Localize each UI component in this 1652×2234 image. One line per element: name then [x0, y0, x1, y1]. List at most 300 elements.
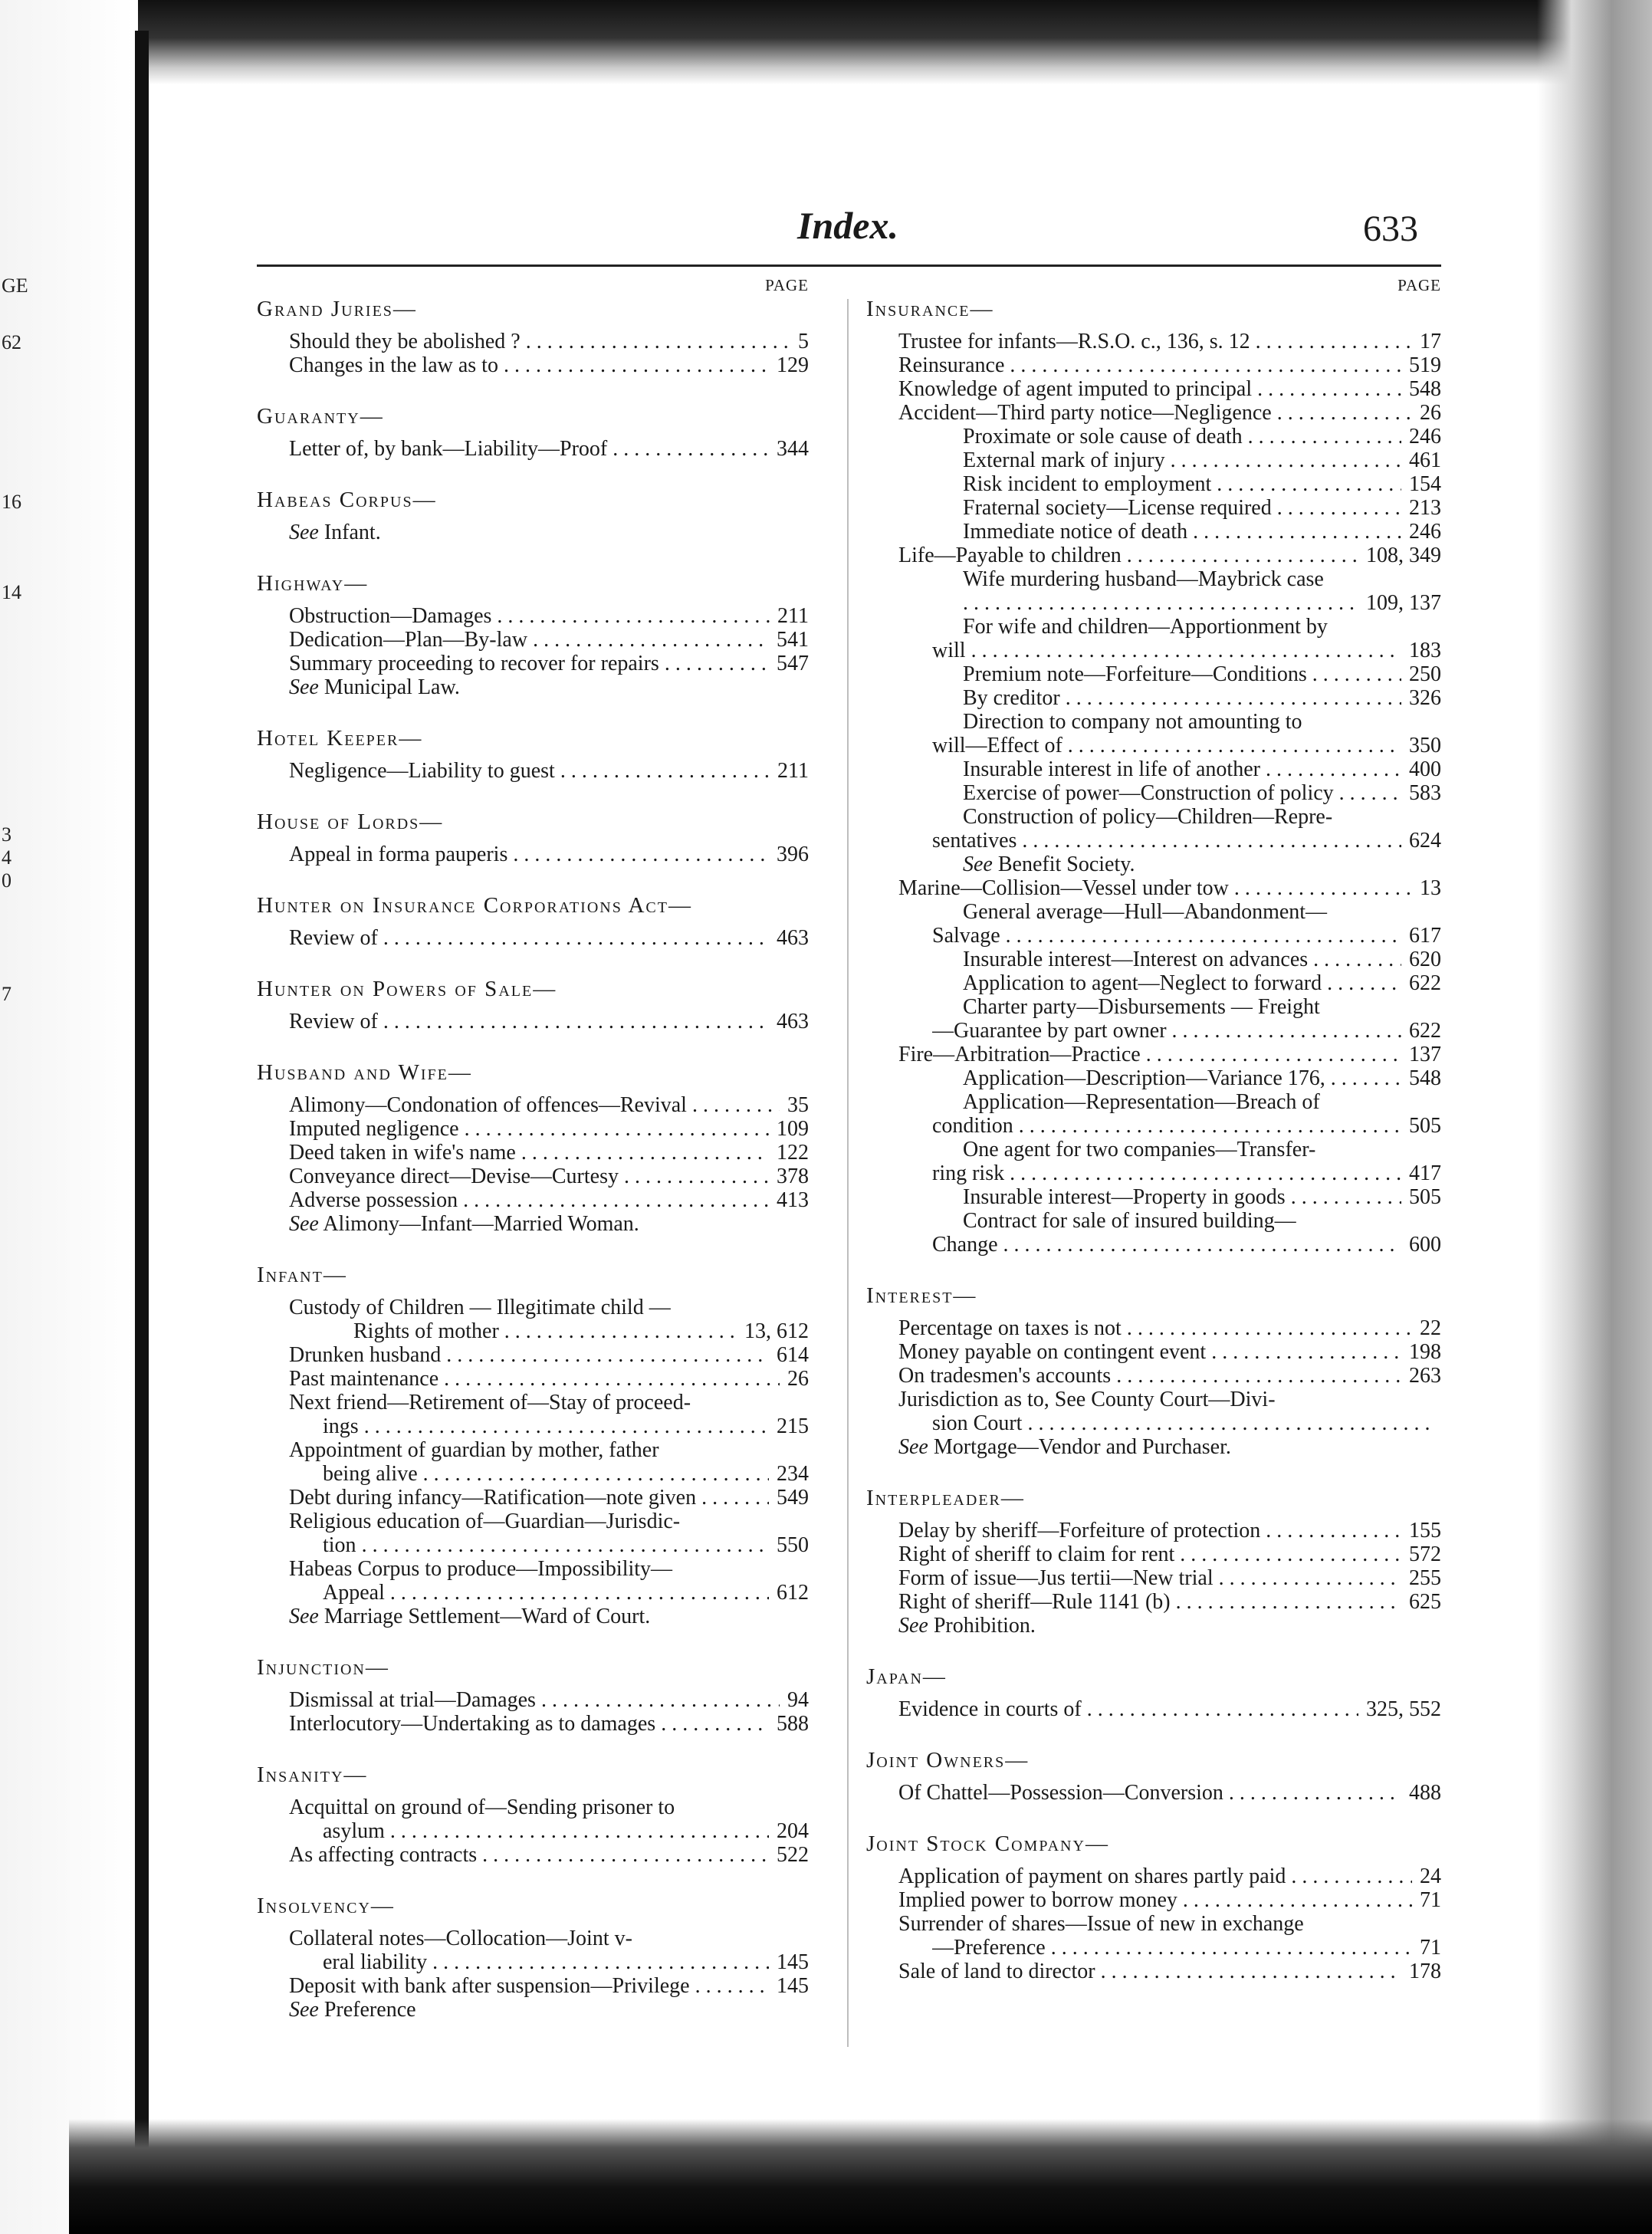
entry-page: 620	[1409, 948, 1441, 971]
entry-page: 572	[1409, 1542, 1441, 1566]
entry-text: Salvage . . .	[932, 924, 1401, 948]
entry-text: Rights of mother . . .	[353, 1319, 737, 1343]
index-heading: Hotel Keeper—	[257, 726, 423, 751]
index-entry	[866, 353, 1441, 377]
index-entry	[257, 1950, 809, 1974]
entry-page: 505	[1409, 1114, 1441, 1138]
section-gap	[257, 950, 809, 974]
entry-page: 211	[777, 759, 809, 783]
entry-page: 137	[1409, 1043, 1441, 1066]
scan-bottom-edge	[69, 2119, 1652, 2234]
entry-page: 71	[1420, 1936, 1441, 1960]
see-reference	[257, 1998, 809, 2022]
index-entry	[866, 662, 1441, 686]
see-word: See	[289, 1605, 319, 1628]
entry-text: tion . . .	[323, 1533, 769, 1557]
entry-text: Form of issue—Jus tertii—New trial . . .	[898, 1566, 1401, 1590]
scan-right-edge	[1537, 0, 1652, 2234]
section-gap	[257, 699, 809, 724]
index-entry	[866, 377, 1441, 401]
entry-page: 122	[777, 1141, 809, 1165]
column-divider	[847, 299, 849, 2047]
entry-text: Of Chattel—Possession—Conversion . . .	[898, 1781, 1401, 1805]
index-entry	[866, 448, 1441, 472]
index-entry	[257, 1141, 809, 1165]
index-entry	[257, 1367, 809, 1391]
index-entry	[257, 1188, 809, 1212]
section-gap	[257, 1736, 809, 1760]
entry-page: 505	[1409, 1185, 1441, 1209]
entry-text: Should they be abolished ? . . .	[289, 330, 790, 353]
index-entry	[866, 496, 1441, 520]
entry-text: Appeal in forma pauperis . . .	[289, 843, 769, 866]
entry-page: 26	[1420, 401, 1441, 425]
see-word: See	[963, 853, 993, 876]
entry-text: Letter of, by bank—Liability—Proof . . .	[289, 437, 769, 461]
index-entry	[257, 628, 809, 652]
entry-page: 461	[1409, 448, 1441, 472]
see-target: Alimony—Infant—Married Woman.	[323, 1212, 639, 1236]
entry-text: Review of . . .	[289, 926, 769, 950]
index-entry	[866, 1519, 1441, 1542]
entry-page: 396	[777, 843, 809, 866]
index-entry	[866, 1542, 1441, 1566]
see-word: See	[289, 1998, 319, 2022]
index-entry	[257, 926, 809, 950]
index-entry	[866, 1566, 1441, 1590]
index-entry	[257, 1117, 809, 1141]
index-entry	[257, 1843, 809, 1867]
entry-text: Changes in the law as to . . .	[289, 353, 769, 377]
entry-text: Sale of land to director . . .	[898, 1960, 1401, 1983]
index-entry-line: Wife murdering husband—Maybrick case	[963, 567, 1324, 591]
entry-page: 145	[777, 1974, 809, 1998]
running-head: Index.	[797, 204, 898, 247]
index-heading: Hunter on Powers of Sale—	[257, 977, 557, 1001]
entry-page: 549	[777, 1486, 809, 1510]
entry-page: 26	[787, 1367, 809, 1391]
entry-text: Debt during infancy—Ratification—note given . . .	[289, 1486, 769, 1510]
entry-page: 344	[777, 437, 809, 461]
entry-page: 250	[1409, 662, 1441, 686]
entry-page: 600	[1409, 1233, 1441, 1257]
entry-text: Risk incident to employment . . .	[963, 472, 1401, 496]
entry-page: 548	[1409, 1066, 1441, 1090]
entry-text: Conveyance direct—Devise—Curtesy . . .	[289, 1165, 769, 1188]
index-entry-line: Direction to company not amounting to	[963, 710, 1302, 734]
index-entry	[257, 1712, 809, 1736]
entry-page: 109	[777, 1117, 809, 1141]
index-heading: Hunter on Insurance Corporations Act—	[257, 893, 692, 918]
index-entry	[866, 401, 1441, 425]
index-entry	[257, 652, 809, 675]
index-entry	[866, 1864, 1441, 1888]
entry-page: 13, 612	[744, 1319, 809, 1343]
section-gap	[257, 461, 809, 485]
entry-page: 213	[1409, 496, 1441, 520]
entry-page: 211	[777, 604, 809, 628]
index-entry	[866, 1066, 1441, 1090]
entry-page: 325, 552	[1366, 1697, 1441, 1721]
index-entry-line: General average—Hull—Abandonment—	[963, 900, 1328, 924]
entry-text: Percentage on taxes is not . . .	[898, 1316, 1412, 1340]
entry-page: 22	[1420, 1316, 1441, 1340]
index-entry-line: Surrender of shares—Issue of new in exchange	[898, 1912, 1304, 1936]
entry-page: 417	[1409, 1161, 1441, 1185]
index-entry-line: Religious education of—Guardian—Jurisdic-	[289, 1510, 681, 1533]
index-entry-line: Custody of Children — Illegitimate child —	[289, 1296, 671, 1319]
entry-page: 108, 349	[1366, 544, 1441, 567]
entry-text: Interlocutory—Undertaking as to damages . . .	[289, 1712, 769, 1736]
entry-page: 622	[1409, 971, 1441, 995]
entry-page: 263	[1409, 1364, 1441, 1388]
see-reference	[866, 853, 1441, 876]
entry-text: Insurable interest in life of another . . .	[963, 757, 1401, 781]
scan-gutter-shadow	[135, 31, 149, 2234]
section-gap	[257, 1236, 809, 1260]
index-heading: Husband and Wife—	[257, 1060, 472, 1085]
entry-page: 145	[777, 1950, 809, 1974]
index-heading: Insanity—	[257, 1763, 368, 1787]
entry-text: Deposit with bank after suspension—Privilege . . .	[289, 1974, 769, 1998]
entry-text: Knowledge of agent imputed to principal . . .	[898, 377, 1401, 401]
index-entry	[866, 591, 1441, 615]
entry-page: 204	[777, 1819, 809, 1843]
entry-text: Insurable interest—Property in goods . . .	[963, 1185, 1401, 1209]
entry-text: Application to agent—Neglect to forward . . .	[963, 971, 1401, 995]
entry-page: 583	[1409, 781, 1441, 805]
entry-text: Immediate notice of death . . .	[963, 520, 1401, 544]
index-entry	[257, 1319, 809, 1343]
entry-page: 522	[777, 1843, 809, 1867]
index-heading: Japan—	[866, 1664, 947, 1689]
see-target: Preference	[324, 1998, 416, 2022]
index-entry	[866, 1590, 1441, 1614]
entry-page: 519	[1409, 353, 1441, 377]
entry-text: Review of . . .	[289, 1010, 769, 1033]
see-target: Infant.	[324, 521, 381, 544]
see-reference	[257, 1212, 809, 1236]
entry-text: Obstruction—Damages . . .	[289, 604, 770, 628]
section-gap	[257, 1867, 809, 1891]
page-column-label: PAGE	[765, 276, 809, 294]
entry-page: 550	[777, 1533, 809, 1557]
index-heading: Joint Stock Company—	[866, 1832, 1109, 1856]
see-reference	[866, 1435, 1441, 1459]
see-target: Mortgage—Vendor and Purchaser.	[933, 1435, 1231, 1459]
entry-text: sentatives . . .	[932, 829, 1401, 853]
entry-text: Marine—Collision—Vessel under tow . . .	[898, 876, 1412, 900]
entry-text: Delay by sheriff—Forfeiture of protection . . .	[898, 1519, 1401, 1542]
entry-text: Life—Payable to children . . .	[898, 544, 1358, 567]
index-entry	[866, 757, 1441, 781]
entry-page: 246	[1409, 425, 1441, 448]
entry-page: 548	[1409, 377, 1441, 401]
header-rule	[257, 264, 1441, 267]
scan-top-edge	[138, 0, 1652, 84]
section-gap	[257, 783, 809, 807]
entry-text: Appeal . . .	[323, 1581, 769, 1605]
entry-page: 255	[1409, 1566, 1441, 1590]
index-heading: Insolvency—	[257, 1894, 395, 1918]
see-reference	[866, 1614, 1441, 1638]
margin-fragment: GE	[2, 274, 28, 297]
index-entry	[257, 1343, 809, 1367]
margin-fragment: 62	[2, 331, 21, 353]
section-gap	[866, 1721, 1441, 1746]
index-entry	[866, 1697, 1441, 1721]
entry-page: 183	[1409, 639, 1441, 662]
entry-text: will . . .	[932, 639, 1401, 662]
entry-page: 614	[777, 1343, 809, 1367]
right-column	[866, 276, 1441, 1983]
index-entry	[866, 1936, 1441, 1960]
entry-text: Imputed negligence . . .	[289, 1117, 769, 1141]
entry-page: 547	[777, 652, 809, 675]
entry-page: 5	[798, 330, 809, 353]
margin-fragments	[0, 0, 31, 2234]
index-entry	[866, 1781, 1441, 1805]
index-entry-line: Acquittal on ground of—Sending prisoner to	[289, 1795, 675, 1819]
index-entry	[257, 604, 809, 628]
index-entry	[257, 1414, 809, 1438]
entry-page: 13	[1420, 876, 1441, 900]
index-entry	[257, 353, 809, 377]
left-column	[257, 276, 809, 2022]
see-word: See	[898, 1614, 928, 1638]
index-entry	[866, 1161, 1441, 1185]
entry-page: 624	[1409, 829, 1441, 853]
index-entry-line: Construction of policy—Children—Repre-	[963, 805, 1333, 829]
index-entry	[866, 1411, 1441, 1435]
index-entry	[866, 330, 1441, 353]
entry-page: 35	[787, 1093, 809, 1117]
index-entry	[257, 843, 809, 866]
section-gap	[257, 544, 809, 569]
margin-fragment: 4	[2, 846, 11, 869]
entry-page: 17	[1420, 330, 1441, 353]
entry-text: Accident—Third party notice—Negligence . . .	[898, 401, 1412, 425]
entry-text	[963, 591, 1358, 615]
index-entry	[257, 1486, 809, 1510]
index-heading: House of Lords—	[257, 810, 444, 834]
see-word: See	[898, 1435, 928, 1459]
entry-text: Dismissal at trial—Damages . . .	[289, 1688, 780, 1712]
index-entry	[257, 330, 809, 353]
index-entry	[866, 472, 1441, 496]
see-reference	[257, 521, 809, 544]
index-entry-line: Next friend—Retirement of—Stay of proceed-	[289, 1391, 691, 1414]
entry-text: —Preference . . .	[932, 1936, 1412, 1960]
entry-text: condition . . .	[932, 1114, 1401, 1138]
see-target: Marriage Settlement—Ward of Court.	[324, 1605, 651, 1628]
index-heading: Habeas Corpus—	[257, 488, 437, 512]
margin-fragment: 7	[2, 983, 11, 1005]
entry-text: Past maintenance . . .	[289, 1367, 780, 1391]
index-entry	[866, 425, 1441, 448]
entry-text: will—Effect of . . .	[932, 734, 1401, 757]
entry-page: 413	[777, 1188, 809, 1212]
entry-page: 109, 137	[1366, 591, 1441, 615]
see-word: See	[289, 521, 319, 544]
index-entry	[257, 1688, 809, 1712]
entry-page: 154	[1409, 472, 1441, 496]
index-entry	[866, 1114, 1441, 1138]
entry-text: Right of sheriff—Rule 1141 (b) . . .	[898, 1590, 1401, 1614]
index-heading: Infant—	[257, 1263, 347, 1287]
index-entry-line: Appointment of guardian by mother, father	[289, 1438, 659, 1462]
section-gap	[257, 866, 809, 891]
index-entry	[866, 1888, 1441, 1912]
entry-text: Application—Description—Variance 176, . . .	[963, 1066, 1401, 1090]
see-reference	[257, 675, 809, 699]
index-entry	[866, 829, 1441, 853]
see-target: Benefit Society.	[997, 853, 1135, 876]
entry-page: 622	[1409, 1019, 1441, 1043]
see-word: See	[289, 675, 319, 699]
index-entry	[257, 437, 809, 461]
entry-page: 612	[777, 1581, 809, 1605]
index-entry	[866, 686, 1441, 710]
page-header	[0, 203, 1652, 257]
entry-text: being alive . . .	[323, 1462, 769, 1486]
index-heading: Guaranty—	[257, 404, 384, 429]
see-reference	[257, 1605, 809, 1628]
entry-page: 178	[1409, 1960, 1441, 1983]
entry-page: 488	[1409, 1781, 1441, 1805]
see-target: Prohibition.	[933, 1614, 1036, 1638]
entry-text: Trustee for infants—R.S.O. c., 136, s. 12 . . .	[898, 330, 1412, 353]
index-entry	[257, 1533, 809, 1557]
page-column-label: PAGE	[1397, 276, 1441, 294]
index-entry-line: Application—Representation—Breach of	[963, 1090, 1320, 1114]
entry-page: 326	[1409, 686, 1441, 710]
margin-fragment: 3	[2, 823, 11, 846]
margin-fragment: 14	[2, 581, 21, 603]
index-entry	[866, 544, 1441, 567]
entry-page: 234	[777, 1462, 809, 1486]
entry-text: Evidence in courts of . . .	[898, 1697, 1358, 1721]
index-entry	[866, 948, 1441, 971]
entry-text: By creditor . . .	[963, 686, 1401, 710]
entry-text: Premium note—Forfeiture—Conditions . . .	[963, 662, 1401, 686]
entry-page: 625	[1409, 1590, 1441, 1614]
index-entry-line: For wife and children—Apportionment by	[963, 615, 1328, 639]
entry-page: 215	[777, 1414, 809, 1438]
index-entry	[866, 1960, 1441, 1983]
index-heading: Joint Owners—	[866, 1748, 1030, 1772]
index-entry	[866, 781, 1441, 805]
index-entry	[866, 971, 1441, 995]
section-gap	[866, 1638, 1441, 1662]
index-entry	[866, 924, 1441, 948]
entry-text: Application of payment on shares partly paid . . .	[898, 1864, 1412, 1888]
index-entry	[257, 1974, 809, 1998]
index-entry	[866, 876, 1441, 900]
index-entry	[866, 1043, 1441, 1066]
entry-page: 350	[1409, 734, 1441, 757]
entry-page: 378	[777, 1165, 809, 1188]
entry-text: Fraternal society—License required . . .	[963, 496, 1401, 520]
index-entry-line: Charter party—Disbursements — Freight	[963, 995, 1320, 1019]
section-gap	[257, 1033, 809, 1058]
see-target: Municipal Law.	[324, 675, 460, 699]
entry-text: Reinsurance . . .	[898, 353, 1401, 377]
entry-page: 71	[1420, 1888, 1441, 1912]
entry-text: Dedication—Plan—By-law . . .	[289, 628, 769, 652]
index-entry	[257, 1819, 809, 1843]
index-heading: Grand Juries—	[257, 297, 417, 321]
index-entry	[866, 1185, 1441, 1209]
index-entry	[257, 1581, 809, 1605]
entry-text: Insurable interest—Interest on advances . . .	[963, 948, 1401, 971]
entry-page: 463	[777, 926, 809, 950]
index-entry	[257, 759, 809, 783]
entry-page: 94	[787, 1688, 809, 1712]
entry-page: 24	[1420, 1864, 1441, 1888]
index-heading: Interpleader—	[866, 1486, 1025, 1510]
entry-text: ring risk . . .	[932, 1161, 1401, 1185]
index-entry-line: One agent for two companies—Transfer-	[963, 1138, 1316, 1161]
index-heading: Injunction—	[257, 1655, 389, 1680]
entry-text: ings . . .	[323, 1414, 769, 1438]
index-entry-line: Jurisdiction as to, See County Court—Divi-	[898, 1388, 1276, 1411]
entry-page: 155	[1409, 1519, 1441, 1542]
entry-page: 400	[1409, 757, 1441, 781]
entry-text: sion Court . . .	[932, 1411, 1434, 1435]
index-entry	[866, 639, 1441, 662]
section-gap	[866, 1805, 1441, 1829]
entry-text: Change . . .	[932, 1233, 1401, 1257]
entry-page: 617	[1409, 924, 1441, 948]
entry-text: Proximate or sole cause of death . . .	[963, 425, 1401, 448]
entry-text: Negligence—Liability to guest . . .	[289, 759, 770, 783]
entry-text: Drunken husband . . .	[289, 1343, 769, 1367]
index-heading: Highway—	[257, 571, 369, 596]
entry-text: Alimony—Condonation of offences—Revival . . .	[289, 1093, 780, 1117]
section-gap	[257, 377, 809, 402]
margin-fragment: 0	[2, 869, 11, 892]
entry-text: Adverse possession . . .	[289, 1188, 769, 1212]
index-entry	[866, 1364, 1441, 1388]
index-heading: Interest—	[866, 1283, 977, 1308]
entry-text: Exercise of power—Construction of policy . . .	[963, 781, 1401, 805]
entry-page: 463	[777, 1010, 809, 1033]
entry-text: Right of sheriff to claim for rent . . .	[898, 1542, 1401, 1566]
entry-text: Summary proceeding to recover for repairs . . .	[289, 652, 769, 675]
entry-text: As affecting contracts . . .	[289, 1843, 769, 1867]
margin-fragment: 16	[2, 491, 21, 513]
index-entry-line: Habeas Corpus to produce—Impossibility—	[289, 1557, 673, 1581]
section-gap	[257, 1628, 809, 1653]
section-gap	[866, 1459, 1441, 1483]
index-entry-line: Contract for sale of insured building—	[963, 1209, 1296, 1233]
index-entry	[866, 1019, 1441, 1043]
entry-text: Deed taken in wife's name . . .	[289, 1141, 769, 1165]
index-entry	[866, 520, 1441, 544]
index-heading: Insurance—	[866, 297, 994, 321]
index-entry	[257, 1093, 809, 1117]
section-gap	[866, 1257, 1441, 1281]
index-entry	[866, 1233, 1441, 1257]
index-entry	[257, 1010, 809, 1033]
index-entry	[257, 1165, 809, 1188]
entry-text: Implied power to borrow money . . .	[898, 1888, 1412, 1912]
index-entry	[866, 1316, 1441, 1340]
entry-text: On tradesmen's accounts . . .	[898, 1364, 1401, 1388]
entry-page: 588	[777, 1712, 809, 1736]
entry-text: External mark of injury . . .	[963, 448, 1401, 472]
